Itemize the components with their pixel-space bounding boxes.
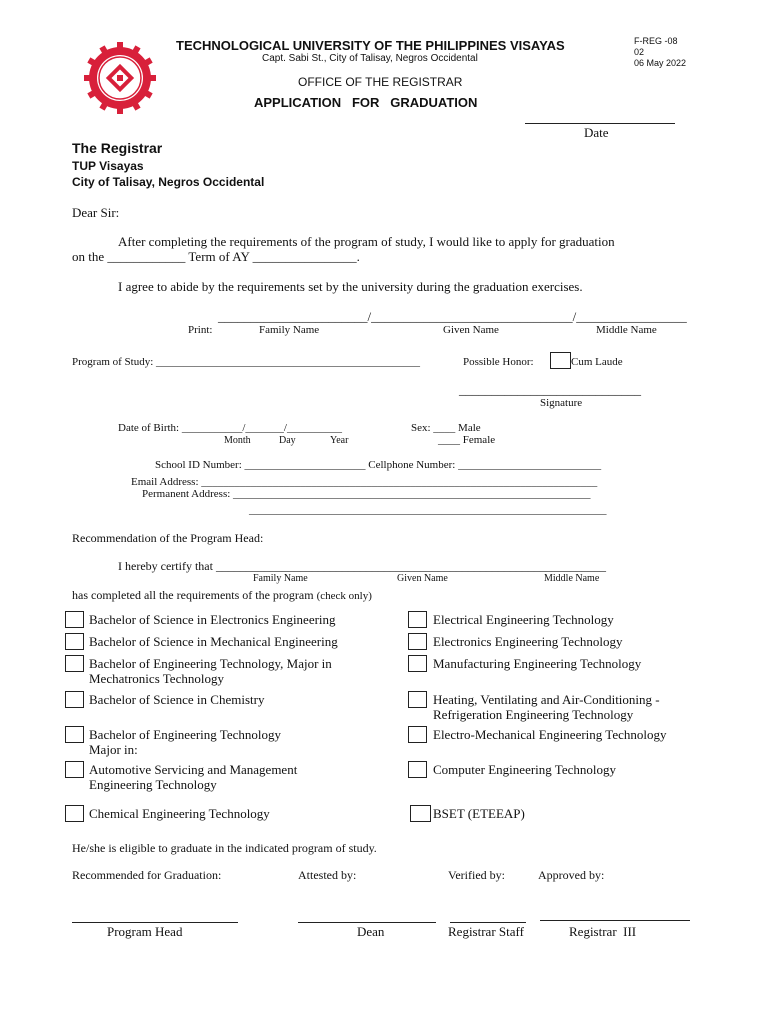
program-checkbox[interactable]	[65, 805, 84, 822]
email-address-field[interactable]: Email Address: ________________________________________________________________________	[131, 476, 598, 488]
day-label: Day	[279, 435, 296, 446]
approved-label: Approved by:	[538, 868, 605, 882]
program-option: Chemical Engineering Technology	[89, 806, 270, 821]
university-name: TECHNOLOGICAL UNIVERSITY OF THE PHILIPPINES VISAYAS	[176, 38, 565, 53]
program-option: Manufacturing Engineering Technology	[433, 656, 642, 671]
certify-family-label: Family Name	[253, 573, 308, 584]
cum-laude-label: Cum Laude	[571, 356, 623, 368]
program-checkbox[interactable]	[408, 611, 427, 628]
paragraph-2: I agree to abide by the requirements set by the university during the graduation exercises.	[118, 279, 583, 294]
completed-text: has completed all the requirements of the program	[72, 588, 314, 602]
middle-name-label: Middle Name	[596, 324, 657, 336]
permanent-address-field[interactable]: Permanent Address: _________________________________________________________________	[142, 488, 591, 500]
signature-line[interactable]: ____________________________	[459, 382, 641, 397]
program-checkbox[interactable]	[408, 691, 427, 708]
program-option: Bachelor of Science in Electronics Engineering	[89, 612, 336, 627]
form-code: F-REG -08	[634, 36, 678, 46]
given-name-label: Given Name	[443, 324, 499, 336]
program-option: Bachelor of Science in Mechanical Engineering	[89, 634, 338, 649]
program-option: Bachelor of Engineering Technology, Major in Mechatronics Technology	[89, 656, 332, 686]
registrar-staff-label: Registrar Staff	[448, 924, 524, 939]
program-checkbox[interactable]	[408, 655, 427, 672]
program-checkbox[interactable]	[65, 655, 84, 672]
sex-male-field[interactable]: Sex: ____ Male	[411, 422, 481, 434]
verified-label: Verified by:	[448, 868, 505, 882]
form-revision: 02	[634, 47, 645, 57]
recommendation-heading: Recommendation of the Program Head:	[72, 531, 264, 545]
possible-honor-label: Possible Honor:	[463, 356, 534, 368]
certify-field[interactable]: I hereby certify that _________________________________________________________________	[118, 559, 606, 573]
program-checkbox[interactable]	[65, 633, 84, 650]
paragraph-1-line-2: on the ____________ Term of AY ________________.	[72, 249, 360, 264]
program-checkbox[interactable]	[65, 726, 84, 743]
program-option: Computer Engineering Technology	[433, 762, 616, 777]
date-of-birth-field[interactable]: Date of Birth: ___________/_______/__________	[118, 422, 342, 434]
form-date: 06 May 2022	[634, 58, 687, 68]
certify-middle-label: Middle Name	[544, 573, 600, 584]
program-checkbox[interactable]	[65, 761, 84, 778]
dean-signature-line[interactable]	[298, 922, 436, 923]
university-seal	[84, 42, 156, 114]
program-option: Bachelor of Engineering Technology Major in:	[89, 727, 281, 757]
dean-label: Dean	[357, 924, 385, 939]
program-checkbox[interactable]	[65, 691, 84, 708]
year-label: Year	[330, 435, 349, 446]
program-option: BSET (ETEEAP)	[433, 806, 525, 821]
program-checkbox[interactable]	[410, 805, 431, 822]
salutation: Dear Sir:	[72, 205, 120, 220]
program-checkbox[interactable]	[408, 761, 427, 778]
addressee-title: The Registrar	[72, 140, 163, 156]
program-checkbox[interactable]	[65, 611, 84, 628]
school-id-cellphone-field[interactable]: School ID Number: ______________________ Cellphone Number: __________________________	[155, 459, 602, 471]
program-option: Bachelor of Science in Chemistry	[89, 692, 265, 707]
sex-female-field[interactable]: ____ Female	[438, 434, 496, 446]
registrar-label: Registrar III	[569, 924, 637, 939]
family-name-label: Family Name	[259, 324, 320, 336]
print-label: Print:	[188, 324, 213, 336]
program-checkbox[interactable]	[408, 633, 427, 650]
name-field-rule[interactable]: _______________________/_______________________________/_________________	[218, 309, 687, 324]
registrar-staff-signature-line[interactable]	[450, 922, 526, 923]
program-of-study-field[interactable]: Program of Study: ________________________________________________	[72, 356, 421, 368]
completed-statement	[72, 588, 372, 603]
certify-given-label: Given Name	[397, 573, 448, 584]
program-option: Electro-Mechanical Engineering Technology	[433, 727, 667, 742]
addressee-line1: TUP Visayas	[72, 159, 144, 173]
paragraph-1-line-1: After completing the requirements of the program of study, I would like to apply for graduation	[118, 234, 615, 249]
form-title: APPLICATION FOR GRADUATION	[254, 95, 478, 110]
program-head-signature-line[interactable]	[72, 922, 238, 923]
program-checkbox[interactable]	[408, 726, 427, 743]
office-name: OFFICE OF THE REGISTRAR	[298, 75, 463, 89]
attested-label: Attested by:	[298, 868, 357, 882]
program-option: Heating, Ventilating and Air-Conditioning - Refrigeration Engineering Technology	[433, 692, 660, 722]
program-option: Electrical Engineering Technology	[433, 612, 614, 627]
program-option: Automotive Servicing and Management Engineering Technology	[89, 762, 298, 792]
month-label: Month	[224, 435, 251, 446]
university-address: Capt. Sabi St., City of Talisay, Negros Occidental	[262, 53, 478, 64]
signature-label: Signature	[540, 397, 583, 409]
program-head-label: Program Head	[107, 924, 183, 939]
date-line[interactable]	[525, 123, 675, 124]
recommended-label: Recommended for Graduation:	[72, 868, 222, 882]
registrar-signature-line[interactable]	[540, 920, 690, 921]
eligibility-statement: He/she is eligible to graduate in the indicated program of study.	[72, 841, 377, 855]
cum-laude-checkbox[interactable]	[550, 352, 571, 369]
program-option: Electronics Engineering Technology	[433, 634, 623, 649]
check-only-note: (check only)	[316, 590, 372, 602]
date-label: Date	[584, 125, 609, 140]
addressee-line2: City of Talisay, Negros Occidental	[72, 175, 265, 189]
permanent-address-line-2[interactable]: _________________________________________________________________	[249, 504, 607, 516]
